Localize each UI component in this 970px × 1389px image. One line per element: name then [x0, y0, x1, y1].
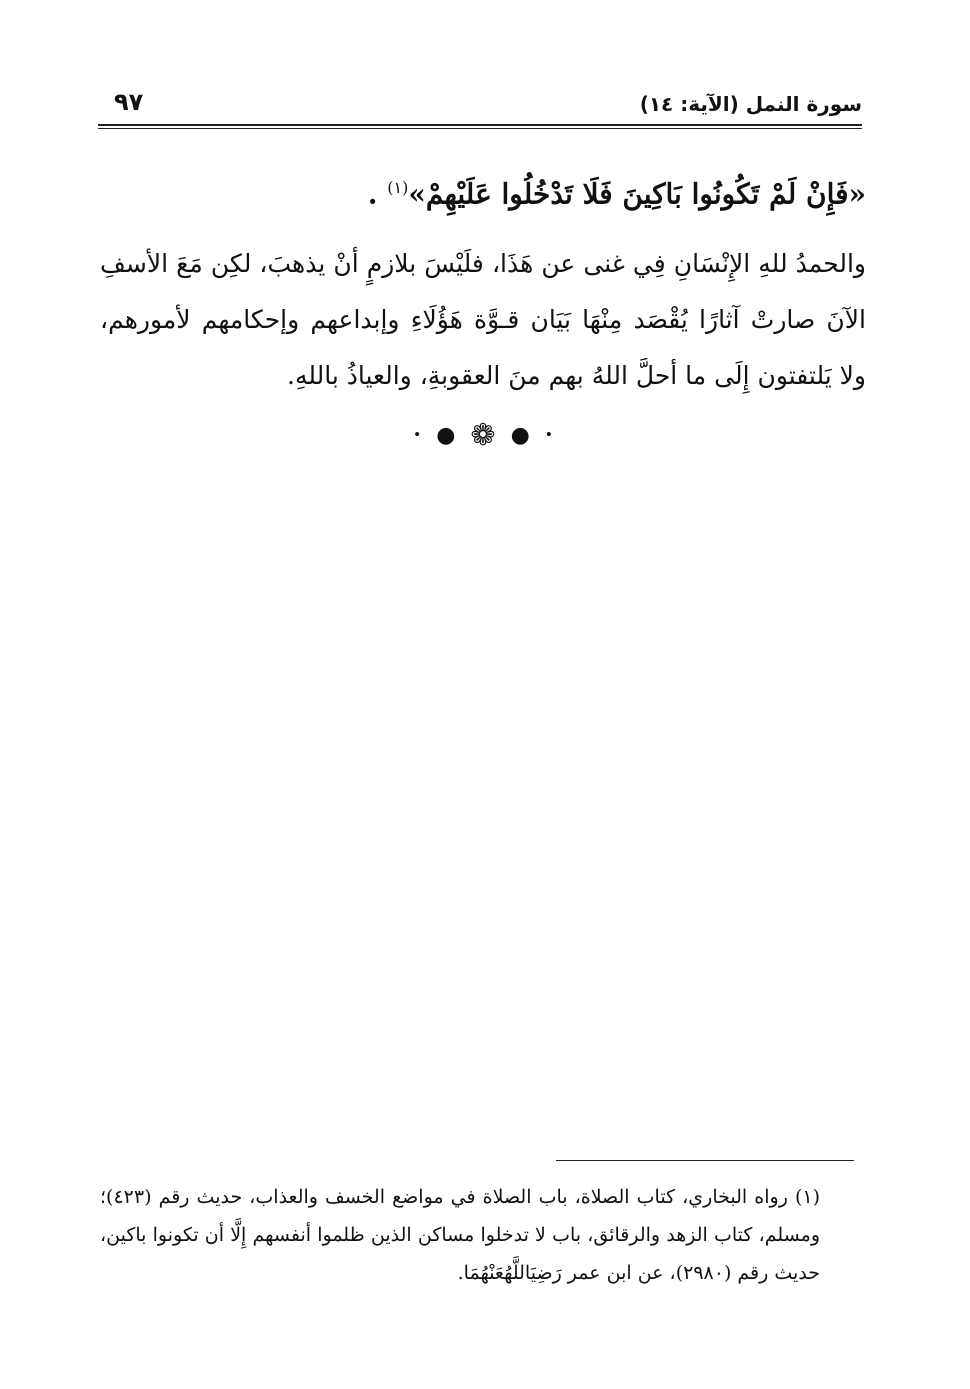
section-divider-ornament [0, 418, 970, 453]
ornament-dot-small: • [544, 427, 558, 444]
hadith-text: «فَإِنْ لَمْ تَكُونُوا بَاكِينَ فَلَا تَدْخُلُوا عَلَيْهِمْ» [408, 177, 866, 211]
hadith-end-mark: . [367, 177, 388, 211]
quoted-hadith [100, 160, 866, 222]
header-rule-thin [98, 128, 862, 129]
ornament-dot-large: ● [436, 423, 460, 448]
footnote-separator [556, 1160, 854, 1161]
page-header [98, 88, 862, 124]
footnote-reference[interactable]: (١) [387, 178, 409, 197]
header-rule [98, 124, 862, 126]
ornament-dot-small: • [412, 427, 426, 444]
ornament-dot-large: ● [510, 423, 534, 448]
running-title: سورة النمل (الآية: ١٤) [639, 92, 862, 116]
ornament-flower-icon: ❁ [470, 418, 500, 453]
main-text [100, 160, 866, 404]
page-number: ٩٧ [114, 88, 144, 116]
footnote-item: (١) رواه البخاري، كتاب الصلاة، باب الصلاة في مواضع الخسف والعذاب، حديث رقم (٤٢٣)؛ ومسلم، كتاب الزهد والرقائق، باب لا تدخلوا مساكن الذين ظلموا أنفسهم إِلَّا أن تكونوا باكين، حديث رقم (٢٩٨٠)، عن ابن عمر رَضِيَاللَّهُعَنْهُمَا. [100, 1186, 821, 1284]
body-paragraph: والحمدُ للهِ الإِنْسَانِ فِي غنى عن هَذَا، فلَيْسَ بلازمٍ أنْ يذهبَ، لكِن مَعَ الأسفِ الآنَ صارتْ آثارًا يُقْصَد مِنْهَا بَيَان قـوَّة هَؤُلَاءِ وإبداعهم وإحكامهم لأمورهم، ولا يَلتفتون إِلَى ما أحلَّ اللهُ بهم منَ العقوبةِ، والعياذُ باللهِ. [100, 249, 866, 391]
footnotes [100, 1178, 820, 1292]
